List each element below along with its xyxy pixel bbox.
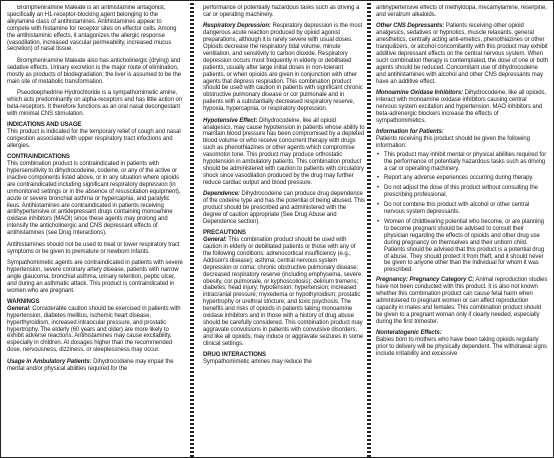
paragraph xyxy=(203,237,365,348)
list-item: • Do not adjust the dose of this product without consulting the prescribing professional. xyxy=(384,185,548,199)
paragraph-text: Dihydrocodeine may impair the mental and/or physical abilities required for the xyxy=(7,358,174,372)
list-item: • Do not combine this product with alcohol or other central nervous system depressants. xyxy=(384,202,548,216)
paragraph: Antihistamines should not be used to treat or lower respiratory tract symptoms or be given to premature or newborn infants. xyxy=(7,241,180,255)
paragraph-text: This combination product should be used with caution in elderly or debilitated patients or those with any of the following conditions: adrenocortical insufficiency (e.g., Addison's disease); asthma; central nervous system depression or coma; chronic obstructive pulmonary disease; decreased respiratory reserve (including emphysema, severe obesity, cor pulmonale, or kyphoscoliosis); delirium tremens; diabetes; head injury; hypotension; hypertension; increased intracranial pressure; myxedema or hypothyroidism; prostatic hypertrophy or urethral stricture; and toxic psychosis. The benefits and risks of opioids in patients taking monoamine oxidase inhibitors and in those with a history of drug abuse should be carefully considered. This combination product may aggravate convulsions in patients with convulsive disorders, and like all opioids, may induce or aggravate seizures in some clinical settings. xyxy=(203,237,364,347)
list-item: • This product may inhibit mental or physical abilities required for the performance of potentially hazardous tasks such as driving a car or operating machinery. xyxy=(384,152,548,173)
paragraph xyxy=(376,23,548,85)
paragraph-text: Dihydrocodeine, like all opioid analgesics, may cause hypotension in patients whose ability to maintain blood pressure has been compromised by a depleted blood volume or who receive concurrent therapy with drugs such as phenothiazines or other agents which compromise vasomotor tone. This product may produce orthostatic hypotension in ambulatory patients. This combination product should be administered with caution to patients with circulatory shock since vasodilation produced by the drug may further reduce cardiac output and blood pressure. xyxy=(203,117,365,186)
subheading-hypotensive: Hypotensive Effect: xyxy=(203,117,258,124)
section-heading-warnings: WARNINGS xyxy=(7,298,40,305)
subheading-pregnancy: Pregnancy: Pregnancy Category C: xyxy=(376,277,475,284)
text-column-2 xyxy=(203,5,365,453)
subheading-cns-depressants: Other CNS Depressants: xyxy=(376,23,445,30)
paragraph: Sympathomimetic amines may reduce the xyxy=(203,359,312,365)
paragraph: Babies born to mothers who have been taking opioids regularly prior to delivery will be physically dependent. The withdrawal signs include irritability and excessive xyxy=(376,336,547,357)
paragraph-text: Patients receiving other opioid analgesics, sedatives or hypnotics, muscle relaxants, general anesthetics, centrally acting anti-emetics, phenothiazines or other tranquilizers, or alcohol concomitantly with this product may exhibit additive depressant effects on the central nervous system. When such combination therapy is contemplated, the dose of one or both agents should be reduced. Concomitant use of dihydrocodeine and antihistamines with alcohol and other CNS depressants may have an additive effect. xyxy=(376,23,548,85)
paragraph xyxy=(203,191,365,226)
text-column-3 xyxy=(376,5,548,453)
subheading-mao-inhibitors: Monoamine Oxidase Inhibitors: xyxy=(376,89,464,96)
paragraph: Patients receiving this product should be given the following information: xyxy=(376,135,530,149)
subheading-dependence: Dependence: xyxy=(203,191,240,198)
subheading-respiratory: Respiratory Depression: xyxy=(203,23,271,30)
subheading-ambulatory: Usage in Ambulatory Patients: xyxy=(7,358,92,365)
paragraph: antihypertensive effects of methyldopa, mecamylamine, reserpine, and veratrum alkaloids. xyxy=(376,5,547,18)
paragraph-text: Animal reproduction studies have not been conducted with this product. It is also not known whether this combination product can cause fetal harm when administered to pregnant women or can affect reproduction capacity in males and females. This combination product should be given to a pregnant woman only if clearly needed, especially during the first trimester. xyxy=(376,277,548,325)
paragraph: This product is indicated for the temporary relief of cough and nasal congestion associated with upper respiratory tract infections and allergies. xyxy=(7,129,181,149)
subheading-general: General: xyxy=(7,305,31,312)
subheading-information-for-patients: Information for Patients: xyxy=(376,129,444,135)
paragraph: Brompheniramine Maleate also has anticholinergic (drying) and sedative effects. Urinary excretion is the major route of elimination, mostly as products of biodegradation; the liver is assumed to be the main site of metabolic transformation. xyxy=(7,57,181,85)
section-heading-drug-interactions: DRUG INTERACTIONS xyxy=(203,352,266,359)
paragraph xyxy=(203,23,365,113)
section-heading-precautions: PRECAUTIONS xyxy=(203,230,246,237)
column-divider-left xyxy=(190,1,194,457)
subheading-general: General: xyxy=(203,237,227,244)
paragraph-text: Dihydrocodeine can produce drug dependence of the codeine type and has the potential of being abused. This product should be prescribed and administered with the degree of caution appropriate (See Drug Abuse and Dependence section). xyxy=(203,191,365,225)
column-divider-right xyxy=(367,1,371,457)
section-heading-contraindications: CONTRAINDICATIONS xyxy=(7,154,70,161)
patient-info-list xyxy=(376,152,548,275)
paragraph xyxy=(376,90,548,125)
section-heading-indications: INDICATIONS AND USAGE xyxy=(7,122,82,129)
list-item: • Report any adverse experiences occurring during therapy. xyxy=(384,175,548,182)
paragraph: performance of potentially hazardous tasks such as driving a car or operating machinery. xyxy=(203,5,360,18)
text-column-1 xyxy=(7,5,184,453)
paragraph xyxy=(203,118,365,187)
paragraph: Sympathomimetic agents are contraindicated in patients with severe hypertension, severe coronary artery disease, patients with narrow angle glaucoma, bronchial asthma, urinary retention, peptic ulcer, and during an asthmatic attack. This product is contraindicated in women who are pregnant. xyxy=(7,259,183,294)
paragraph xyxy=(7,306,184,354)
paragraph xyxy=(7,359,184,373)
paragraph-text: Respiratory depression is the most dangerous acute reaction produced by opioid agonist preparations, although it is rarely severe with usual doses. Opioids decrease the respiratory tidal volume, minute ventilation, and sensitivity to carbon dioxide. Respiratory depression occurs most frequently in elderly or debilitated patients, usually after large initial doses in non-tolerant patients, or when opioids are given in conjunction with other agents that depress respiration. This combination product should be used with caution in patients with significant chronic obstructive pulmonary disease or cor pulmonale and in patients with a substantially decreased respiratory reserve, hypoxia, hypercapnia, or respiratory depression. xyxy=(203,23,363,113)
list-item: • Women of childbearing potential who become, or are planning to become pregnant should be advised to consult their physician regarding the effects of opioids and other drug use during pregnancy on themselves and their unborn child. Patients should be advised that this product is a potential drug of abuse. They should protect it from theft, and it should never be given to anyone other than the individual for whom it was prescribed. xyxy=(384,219,548,274)
paragraph: Pseudoephedrine Hydrochloride is a sympathomimetic amine, which acts predominantly on alpha-receptors and has little action on beta-receptors. It therefore functions as an oral nasal decongestant with minimal CNS stimulation. xyxy=(7,89,182,117)
paragraph-text: Dihydrocodeine, like all opioids, interact with monoamine oxidase inhibitors causing central nervous system excitation and hypertension. MAO inhibitors and beta-adrenergic blockers increase the effects of sympathomimetics. xyxy=(376,89,547,124)
paragraph xyxy=(376,277,548,325)
subheading-nonteratogenic: Nonteratogenic Effects: xyxy=(376,330,442,337)
paragraph-text: Considerable caution should be exercised in patients with hypertension, diabetes mellitus, ischemic heart disease, hyperthyroidism, increased intraocular pressure, and prostatic hypertrophy. The elderly (60 years and older) are more likely to exhibit adverse reactions. Antihistamines may cause excitability, especially in children. At dosages higher than the recommended dose, nervousness, dizziness, or sleeplessness may occur. xyxy=(7,305,181,354)
paragraph: Brompheniramine Maleate is an antihistamine antagonist, specifically an H1-receptor-blocking agent belonging to the alkylamine class of antihistamines. Antihistamines appear to compete with histamine for receptor sites on effector cells. Among the antihistaminic effects, it antagonizes the allergic response (vasodilation, increased vascular permeability, increased mucus secretion) of nasal tissue. xyxy=(7,5,177,53)
paragraph: This combination product is contraindicated in patients with hypersensitivity to dihydrocodeine, codeine, or any of the active or inactive components listed above, or in any situation where opioids are contraindicated including significant respiratory depression (in unmonitored settings or in the absence of resuscitation equipment), acute or severe bronchial asthma or hypercapnia, and paralytic ileus. Antihistamines are contraindicated in patients receiving antihypertensive or antidepressant drugs containing monoamine oxidase inhibitors (MAOI) since these agents may prolong and intensify the anticholinergic and CNS depressant effects of antihistamines (see Drug Interactions). xyxy=(7,161,181,237)
